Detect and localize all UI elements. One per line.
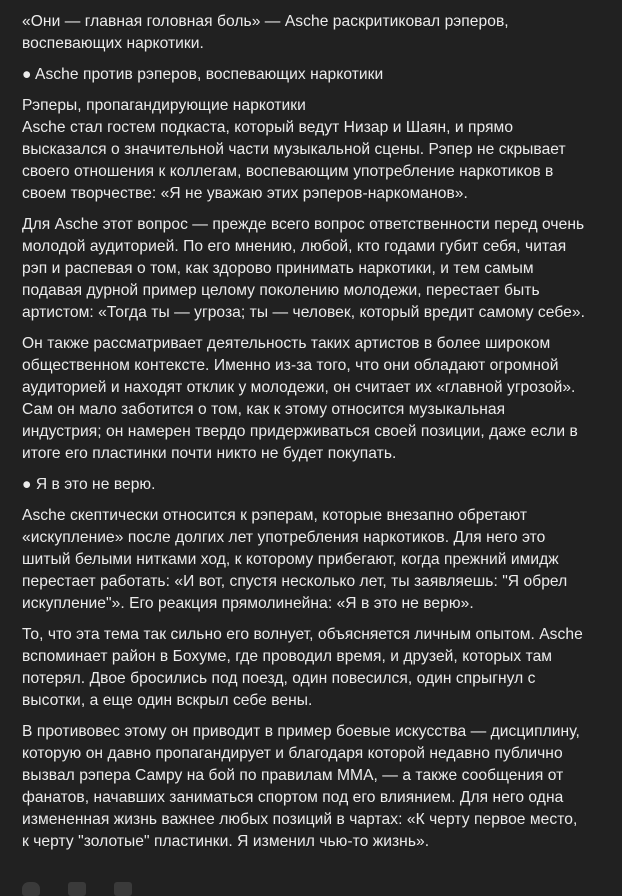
post-text — [22, 11, 601, 853]
text-line: рэп и распевая о том, как здорово принимать наркотики, и тем самым — [22, 260, 534, 277]
text-line: воспевающих наркотики. — [22, 35, 204, 52]
text-line: вспоминает район в Бохуме, где проводил время, и друзей, которых там — [22, 648, 553, 665]
text-line: итоге его пластинки почти никто не будет покупать. — [22, 445, 397, 462]
text-line: Рэперы, пропагандирующие наркотики — [22, 97, 306, 114]
post-footer — [22, 882, 132, 896]
post-paragraph — [22, 95, 601, 205]
text-line: которую он давно пропагандирует и благодаря которой недавно публично — [22, 745, 563, 762]
post-paragraph — [22, 474, 601, 496]
text-line: Для Asche этот вопрос — прежде всего вопрос ответственности перед очень — [22, 216, 585, 233]
text-line: «искупление» после долгих лет употребления наркотиков. Для него это — [22, 529, 546, 546]
text-line: В противовес этому он приводит в пример боевые искусства — дисциплину, — [22, 723, 580, 740]
text-line: фанатов, начавших заниматься спортом под его влиянием. Для него одна — [22, 789, 564, 806]
text-line: измененная жизнь важнее любых позиций в чартах: «К черту первое место, — [22, 811, 578, 828]
text-line: высотки, а еще один вскрыл себе вены. — [22, 692, 313, 709]
text-line: Asche скептически относится к рэперам, которые внезапно обретают — [22, 507, 528, 524]
text-line: общественном контексте. Именно из-за того, что они обладают огромной — [22, 357, 559, 374]
comment-icon[interactable] — [68, 882, 86, 896]
text-line: подавая дурной пример целому поколению молодежи, перестает быть — [22, 282, 540, 299]
text-line: своем творчестве: «Я не уважаю этих рэперов-наркоманов». — [22, 185, 468, 202]
share-icon[interactable] — [114, 882, 132, 896]
text-line: шитый белыми нитками ход, к которому прибегают, когда прежний имидж — [22, 551, 559, 568]
post-paragraph — [22, 214, 601, 324]
text-line: индустрия; он намерен твердо придерживаться своей позиции, даже если в — [22, 423, 578, 440]
text-line: молодой аудиторией. По его мнению, любой, кто годами губит себя, читая — [22, 238, 567, 255]
text-line: перестает работать: «И вот, спустя несколько лет, ты заявляешь: "Я обрел — [22, 573, 568, 590]
post-paragraph — [22, 721, 601, 853]
text-line: к черту "золотые" пластинки. Я изменил чью-то жизнь». — [22, 833, 430, 850]
text-line: Сам он мало заботится о том, как к этому относится музыкальная — [22, 401, 506, 418]
text-line: Он также рассматривает деятельность таких артистов в более широком — [22, 335, 551, 352]
heart-icon[interactable] — [22, 882, 40, 896]
post-paragraph — [22, 333, 601, 465]
post-paragraph — [22, 624, 601, 712]
text-line: вызвал рэпера Самру на бой по правилам ММА, — а также сообщения от — [22, 767, 564, 784]
text-line: искупление"». Его реакция прямолинейна: «Я в это не верю». — [22, 595, 474, 612]
text-line: ● Я в это не верю. — [22, 476, 156, 493]
text-line: своего отношения к коллегам, воспевающим употребление наркотиков в — [22, 163, 554, 180]
text-line: аудиторией и находят отклик у молодежи, он считает их «главной угрозой». — [22, 379, 576, 396]
post-paragraph — [22, 64, 601, 86]
post-paragraph — [22, 11, 601, 55]
text-line: То, что эта тема так сильно его волнует, объясняется личным опытом. Asche — [22, 626, 583, 643]
text-line: артистом: «Тогда ты — угроза; ты — человек, который вредит самому себе». — [22, 304, 585, 321]
text-line: потерял. Двое бросились под поезд, один повесился, один спрыгнул с — [22, 670, 536, 687]
post-paragraph — [22, 505, 601, 615]
text-line: высказался о значительной части музыкальной сцены. Рэпер не скрывает — [22, 141, 566, 158]
text-line: Asche стал гостем подкаста, который ведут Низар и Шаян, и прямо — [22, 119, 514, 136]
text-line: «Они — главная головная боль» — Asche раскритиковал рэперов, — [22, 13, 509, 30]
text-line: ● Asche против рэперов, воспевающих наркотики — [22, 66, 384, 83]
